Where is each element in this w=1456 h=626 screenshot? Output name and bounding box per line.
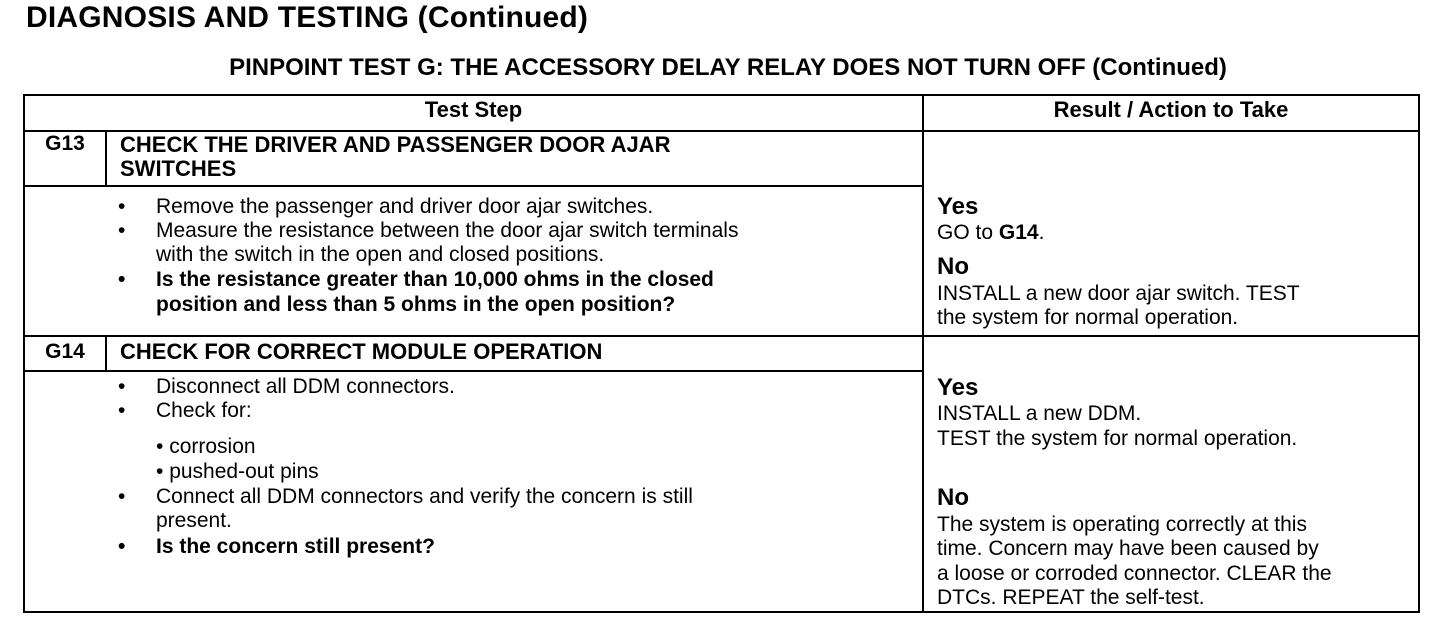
column-header-test-step: Test Step bbox=[424, 97, 523, 122]
bullet-icon: • bbox=[118, 485, 126, 508]
result-yes-heading: Yes bbox=[937, 374, 979, 401]
result-no-heading: No bbox=[937, 253, 969, 280]
step-title-g13-line2: SWITCHES bbox=[120, 156, 237, 181]
result-yes-action-line1: INSTALL a new DDM. bbox=[937, 402, 1142, 425]
column-header-result: Result / Action to Take bbox=[1053, 97, 1289, 122]
pinpoint-test-title: PINPOINT TEST G: THE ACCESSORY DELAY RELAY DOES NOT TURN OFF (Continued) bbox=[229, 54, 1227, 81]
row-divider bbox=[23, 335, 1420, 337]
bullet-icon: • bbox=[118, 268, 126, 291]
list-item-continuation: present. bbox=[156, 509, 232, 532]
bullet-icon: • bbox=[118, 375, 126, 398]
result-yes-heading: Yes bbox=[937, 193, 979, 220]
result-no-action-line1: The system is operating correctly at this bbox=[937, 513, 1307, 536]
result-no-action-line4: DTCs. REPEAT the self-test. bbox=[937, 586, 1205, 609]
list-item-continuation: with the switch in the open and closed positions. bbox=[156, 243, 605, 266]
result-yes-action: GO to G14. bbox=[937, 221, 1045, 244]
g14-title-divider bbox=[23, 370, 924, 372]
g13-title-divider bbox=[23, 185, 924, 187]
bullet-icon: • bbox=[118, 219, 126, 242]
bullet-icon: • bbox=[118, 195, 126, 218]
list-item-continuation: position and less than 5 ohms in the open position? bbox=[156, 293, 676, 316]
sub-list-item: • pushed-out pins bbox=[156, 460, 319, 483]
bullet-icon: • bbox=[118, 399, 126, 422]
result-no-action-line3: a loose or corroded connector. CLEAR the bbox=[937, 562, 1332, 585]
step-id-g13: G13 bbox=[45, 132, 85, 155]
result-no-heading: No bbox=[937, 484, 969, 511]
step-title-g13-line1: CHECK THE DRIVER AND PASSENGER DOOR AJAR bbox=[120, 132, 671, 157]
result-no-action-line1: INSTALL a new door ajar switch. TEST bbox=[937, 282, 1300, 305]
result-yes-action-line2: TEST the system for normal operation. bbox=[937, 427, 1298, 450]
step-id-g14: G14 bbox=[45, 340, 85, 363]
step-title-g14: CHECK FOR CORRECT MODULE OPERATION bbox=[120, 339, 603, 364]
sub-list-item: • corrosion bbox=[156, 435, 256, 458]
result-no-action-line2: time. Concern may have been caused by bbox=[937, 537, 1319, 560]
column-divider bbox=[922, 94, 924, 613]
bullet-icon: • bbox=[118, 535, 126, 558]
result-no-action-line2: the system for normal operation. bbox=[937, 306, 1239, 329]
page-title: DIAGNOSIS AND TESTING (Continued) bbox=[26, 1, 589, 34]
